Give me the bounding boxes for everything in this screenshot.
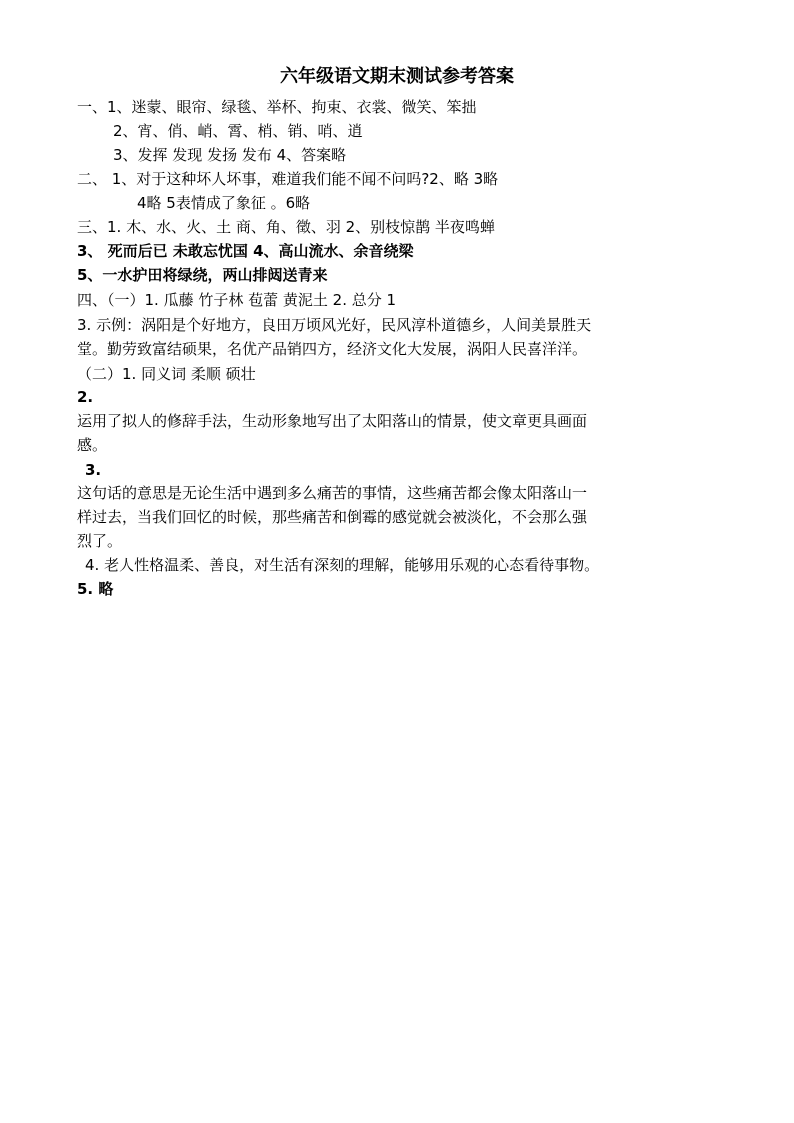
answer-line-11: 堂。勤劳致富结硕果，名优产品销四方，经济文化大发展，涡阳人民喜洋洋。	[77, 340, 588, 358]
answer-line-1: 一、1、迷蒙、眼帘、绿毯、举杯、拘束、衣裳、微笑、笨拙	[77, 98, 477, 116]
answer-line-7: 3、 死而后已 未敢忘忧国 4、高山流水、余音绕梁	[77, 242, 414, 260]
answer-line-20: 4. 老人性格温柔、善良，对生活有深刻的理解，能够用乐观的心态看待事物。	[85, 556, 600, 574]
answer-line-4: 二、 1、对于这种坏人坏事，难道我们能不闻不问吗?2、略 3略	[77, 170, 499, 188]
answer-line-18: 样过去，当我们回忆的时候，那些痛苦和倒霉的感觉就会被淡化，不会那么强	[77, 508, 588, 526]
answer-line-16: 3.	[85, 461, 102, 479]
answer-line-17: 这句话的意思是无论生活中遇到多么痛苦的事情，这些痛苦都会像太阳落山一	[77, 484, 588, 502]
answer-line-15: 感。	[77, 436, 108, 454]
answer-line-13: 2.	[77, 388, 94, 406]
answer-line-12: （二）1. 同义词 柔顺 硕壮	[77, 365, 256, 383]
answer-line-6: 三、1. 木、水、火、土 商、角、徵、羽 2、别枝惊鹊 半夜鸣蝉	[77, 218, 495, 236]
answer-line-9: 四、（一）1. 瓜藤 竹子林 苞蕾 黄泥土 2. 总分 1	[77, 291, 397, 309]
answer-line-21: 5. 略	[77, 580, 114, 598]
answer-line-19: 烈了。	[77, 532, 123, 550]
answer-line-5: 4略 5表情成了象征 。6略	[137, 194, 311, 212]
answer-line-8: 5、一水护田将绿绕，两山排闼送青来	[77, 266, 328, 284]
answer-line-2: 2、宵、俏、峭、霄、梢、销、哨、逍	[113, 122, 363, 140]
document-title: 六年级语文期末测试参考答案	[280, 66, 514, 87]
answer-line-14: 运用了拟人的修辞手法，生动形象地写出了太阳落山的情景，使文章更具画面	[77, 412, 588, 430]
answer-line-10: 3. 示例：涡阳是个好地方，良田万顷风光好，民风淳朴道德乡，人间美景胜天	[77, 316, 592, 334]
answer-line-3: 3、发挥 发现 发扬 发布 4、答案略	[113, 146, 347, 164]
